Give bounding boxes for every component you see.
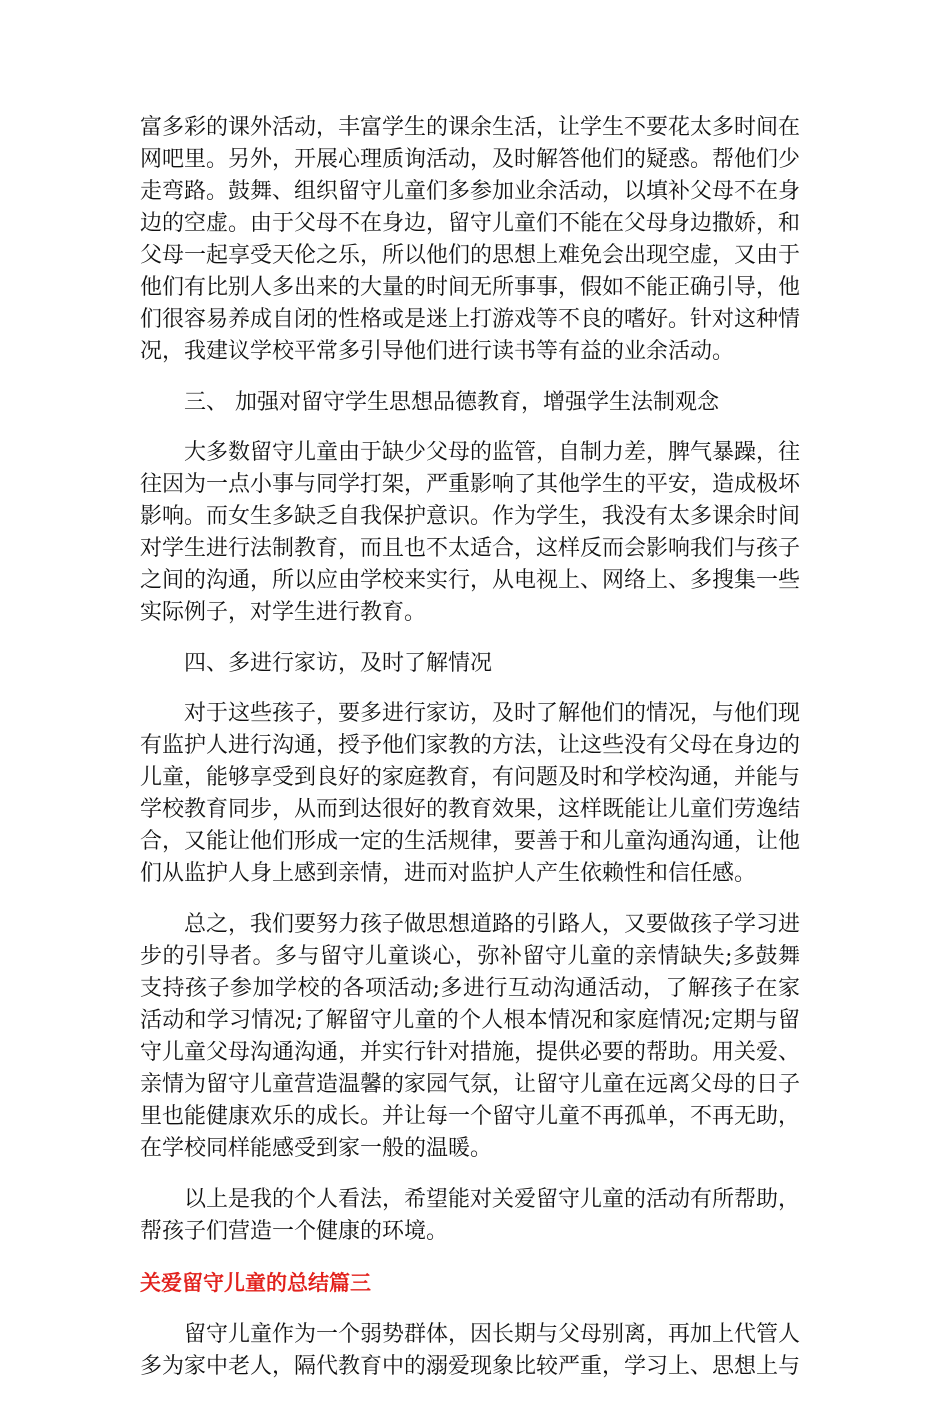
paragraph-section-three-intro: 留守儿童作为一个弱势群体，因长期与父母别离，再加上代管人多为家中老人，隔代教育中的溺爱现象比较严重，学习上、思想上与	[140, 1322, 801, 1379]
numbered-point-three: 三、 加强对留守学生思想品德教育，增强学生法制观念	[184, 390, 719, 415]
paragraph-point-four: 对于这些孩子，要多进行家访，及时了解他们的情况，与他们现有监护人进行沟通，授予他们家教的方法，让这些没有父母在身边的儿童，能够享受到良好的家庭教育，有问题及时和学校沟通，并能与学校教育同步，从而到达很好的教育效果，这样既能让儿童们劳逸结合，又能让他们形成一定的生活规律，要善于和儿童沟通沟通，让他们从监护人身上感到亲情，进而对监护人产生依赖性和信任感。	[140, 701, 801, 886]
numbered-point-four: 四、多进行家访，及时了解情况	[184, 651, 493, 676]
paragraph-closing: 以上是我的个人看法，希望能对关爱留守儿童的活动有所帮助，帮孩子们营造一个健康的环境。	[140, 1187, 801, 1244]
paragraph-continued: 富多彩的课外活动，丰富学生的课余生活，让学生不要花太多时间在网吧里。另外，开展心理质询活动，及时解答他们的疑惑。帮他们少走弯路。鼓舞、组织留守儿童们多参加业余活动，以填补父母不在身边的空虚。由于父母不在身边，留守儿童们不能在父母身边撒娇，和父母一起享受天伦之乐，所以他们的思想上难免会出现空虚，又由于他们有比别人多出来的大量的时间无所事事，假如不能正确引导，他们很容易养成自闭的性格或是迷上打游戏等不良的嗜好。针对这种情况，我建议学校平常多引导他们进行读书等有益的业余活动。	[140, 115, 801, 364]
document-body	[140, 112, 800, 1402]
section-heading: 关爱留守儿童的总结篇三	[140, 1271, 371, 1295]
paragraph-summary: 总之，我们要努力孩子做思想道路的引路人，又要做孩子学习进步的引导者。多与留守儿童谈心，弥补留守儿童的亲情缺失;多鼓舞支持孩子参加学校的各项活动;多进行互动沟通活动，了解孩子在家活动和学习情况;了解留守儿童的个人根本情况和家庭情况;定期与留守儿童父母沟通沟通，并实行针对措施，提供必要的帮助。用关爱、亲情为留守儿童营造温馨的家园气氛，让留守儿童在远离父母的日子里也能健康欢乐的成长。并让每一个留守儿童不再孤单，不再无助，在学校同样能感受到家一般的温暖。	[140, 912, 801, 1161]
paragraph-point-three: 大多数留守儿童由于缺少父母的监管，自制力差，脾气暴躁，往往因为一点小事与同学打架，严重影响了其他学生的平安，造成极坏影响。而女生多缺乏自我保护意识。作为学生，我没有太多课余时间对学生进行法制教育，而且也不太适合，这样反而会影响我们与孩子之间的沟通，所以应由学校来实行，从电视上、网络上、多搜集一些实际例子，对学生进行教育。	[140, 440, 801, 625]
